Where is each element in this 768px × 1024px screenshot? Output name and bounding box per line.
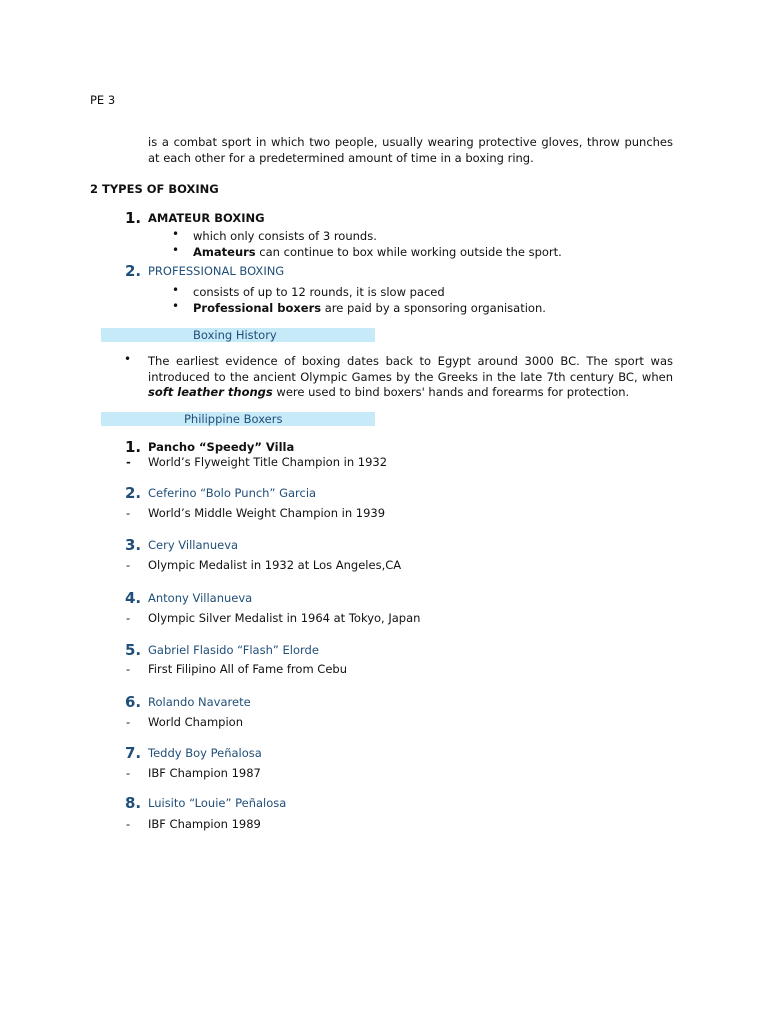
dash-marker: - bbox=[126, 611, 131, 625]
boxer-name: Cery Villanueva bbox=[148, 538, 239, 552]
type-title: AMATEUR BOXING bbox=[148, 211, 265, 225]
dash-marker: - bbox=[126, 455, 131, 469]
boxer-note: IBF Champion 1987 bbox=[148, 766, 261, 780]
boxer-note: World’s Flyweight Title Champion in 1932 bbox=[148, 455, 388, 469]
boxer-name: Ceferino “Bolo Punch” Garcia bbox=[148, 486, 317, 500]
dash-marker: - bbox=[126, 662, 131, 676]
boxer-name: Rolando Navarete bbox=[148, 695, 251, 709]
boxer-note: World Champion bbox=[148, 715, 243, 729]
history-emphasis: soft leather thongs bbox=[148, 385, 273, 399]
boxer-note: Olympic Medalist in 1932 at Los Angeles,CA bbox=[148, 558, 402, 572]
type-bullet: which only consists of 3 rounds. bbox=[193, 229, 377, 243]
boxer-name: Luisito “Louie” Peñalosa bbox=[148, 796, 287, 810]
dash-marker: - bbox=[126, 715, 131, 729]
boxer-note: World’s Middle Weight Champion in 1939 bbox=[148, 506, 386, 520]
boxer-number: 8. bbox=[125, 794, 142, 812]
bullet-icon: • bbox=[124, 352, 132, 366]
types-heading: 2 TYPES OF BOXING bbox=[90, 182, 219, 196]
dash-marker: - bbox=[126, 558, 131, 572]
bullet-icon: • bbox=[172, 227, 180, 241]
bullet-icon: • bbox=[172, 243, 180, 257]
type-number: 2. bbox=[125, 262, 142, 280]
boxers-header: Philippine Boxers bbox=[184, 412, 283, 426]
boxer-name: Teddy Boy Peñalosa bbox=[148, 746, 262, 760]
intro-paragraph: is a combat sport in which two people, usually wearing protective gloves, throw punches at each other for a predetermined amount of time in a boxing ring. bbox=[148, 135, 673, 165]
history-paragraph: The earliest evidence of boxing dates back to Egypt around 3000 BC. The sport was introduced to the ancient Olympic Games by the Greeks in the late 7th century BC, when soft leather thongs were used to bind boxers' hands and forearms for protection. bbox=[148, 354, 673, 399]
type-bullet: Professional boxers are paid by a sponsoring organisation. bbox=[193, 301, 546, 315]
type-bullet: consists of up to 12 rounds, it is slow paced bbox=[193, 285, 445, 299]
boxer-name: Pancho “Speedy” Villa bbox=[148, 440, 295, 454]
boxer-note: First Filipino All of Fame from Cebu bbox=[148, 662, 347, 676]
bullet-bold: Amateurs bbox=[193, 245, 256, 259]
boxer-number: 7. bbox=[125, 744, 142, 762]
boxer-note: Olympic Silver Medalist in 1964 at Tokyo, Japan bbox=[148, 611, 421, 625]
bullet-icon: • bbox=[172, 299, 180, 313]
dash-marker: - bbox=[126, 817, 131, 831]
boxer-name: Antony Villanueva bbox=[148, 591, 253, 605]
type-number: 1. bbox=[125, 209, 142, 227]
type-title: PROFESSIONAL BOXING bbox=[148, 264, 285, 278]
boxer-number: 4. bbox=[125, 589, 142, 607]
dash-marker: - bbox=[126, 506, 131, 520]
history-header: Boxing History bbox=[193, 328, 277, 342]
boxer-number: 2. bbox=[125, 484, 142, 502]
boxer-number: 3. bbox=[125, 536, 142, 554]
bullet-icon: • bbox=[172, 283, 180, 297]
course-code: PE 3 bbox=[90, 93, 116, 107]
type-bullet: Amateurs can continue to box while working outside the sport. bbox=[193, 245, 562, 259]
dash-marker: - bbox=[126, 766, 131, 780]
boxer-number: 5. bbox=[125, 641, 142, 659]
bullet-bold: Professional boxers bbox=[193, 301, 322, 315]
boxer-name: Gabriel Flasido “Flash” Elorde bbox=[148, 643, 319, 657]
boxer-number: 1. bbox=[125, 438, 142, 456]
boxer-number: 6. bbox=[125, 693, 142, 711]
boxer-note: IBF Champion 1989 bbox=[148, 817, 261, 831]
